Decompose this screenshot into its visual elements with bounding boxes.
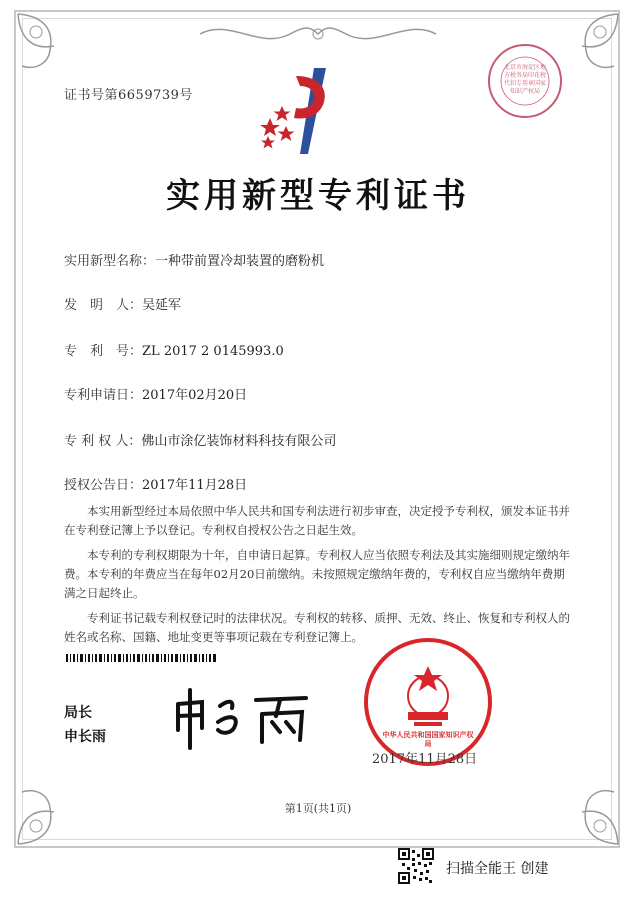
- certificate-body: [64, 502, 576, 653]
- field-utility-model-name: [64, 250, 324, 269]
- field-value: ZL 2017 2 0145993.0: [142, 344, 284, 359]
- field-patent-number: [64, 340, 284, 359]
- scanner-watermark: 扫描全能王 创建: [446, 861, 549, 877]
- qr-code-icon: [398, 848, 434, 884]
- field-label: 专 利 权 人：: [64, 434, 142, 449]
- field-label: 实用新型名称：: [64, 254, 156, 269]
- seal-text: 中华人民共和国国家知识产权局: [382, 730, 474, 748]
- field-application-date: [64, 384, 247, 403]
- field-inventor: [64, 294, 181, 313]
- tax-stamp-text: 北京市海淀区地方税务局印花税代扣专用章国家知识产权局: [504, 64, 546, 95]
- body-paragraph-1: 本实用新型经过本局依照中华人民共和国专利法进行初步审查，决定授予专利权，颁发本证书并在专利登记簿上予以登记。专利权自授权公告之日起生效。: [64, 504, 570, 537]
- tax-stamp: [486, 42, 564, 120]
- field-label: 专利申请日：: [64, 388, 143, 403]
- field-value: 2017年02月20日: [142, 388, 248, 403]
- director-title: 局长: [64, 705, 92, 721]
- top-center-ornament-icon: [190, 14, 446, 54]
- director-name: 申长雨: [64, 729, 106, 745]
- body-paragraph-2: 本专利的专利权期限为十年，自申请日起算。专利权人应当依照专利法及其实施细则规定缴纳年费。本专利的年费应当在每年02月20日前缴纳。未按照规定缴纳年费的，专利权自应当缴纳年费期满之日起终止。: [64, 548, 570, 600]
- certificate-title: 实用新型专利证书: [166, 176, 470, 216]
- field-value: 吴延军: [142, 298, 182, 313]
- seal-date: 2017年11月28日: [372, 752, 478, 767]
- patent-office-logo-icon: [256, 62, 346, 158]
- field-value: 佛山市涂亿装饰材料科技有限公司: [141, 434, 337, 449]
- field-label: 专 利 号：: [64, 344, 143, 359]
- field-label: 发 明 人：: [64, 298, 143, 313]
- certificate-number: 证书号第6659739号: [64, 88, 193, 103]
- field-value: 2017年11月28日: [142, 478, 248, 493]
- page-number: 第1页(共1页): [284, 802, 352, 815]
- field-grant-date: [64, 474, 247, 493]
- field-patentee: [64, 430, 336, 449]
- field-value: 一种带前置冷却装置的磨粉机: [155, 254, 325, 269]
- field-label: 授权公告日：: [64, 478, 143, 493]
- barcode-icon: [66, 654, 216, 662]
- body-paragraph-3: 专利证书记载专利权登记时的法律状况。专利权的转移、质押、无效、终止、恢复和专利权人的姓名或名称、国籍、地址变更等事项记载在专利登记簿上。: [64, 611, 570, 644]
- handwritten-signature-icon: [168, 682, 318, 752]
